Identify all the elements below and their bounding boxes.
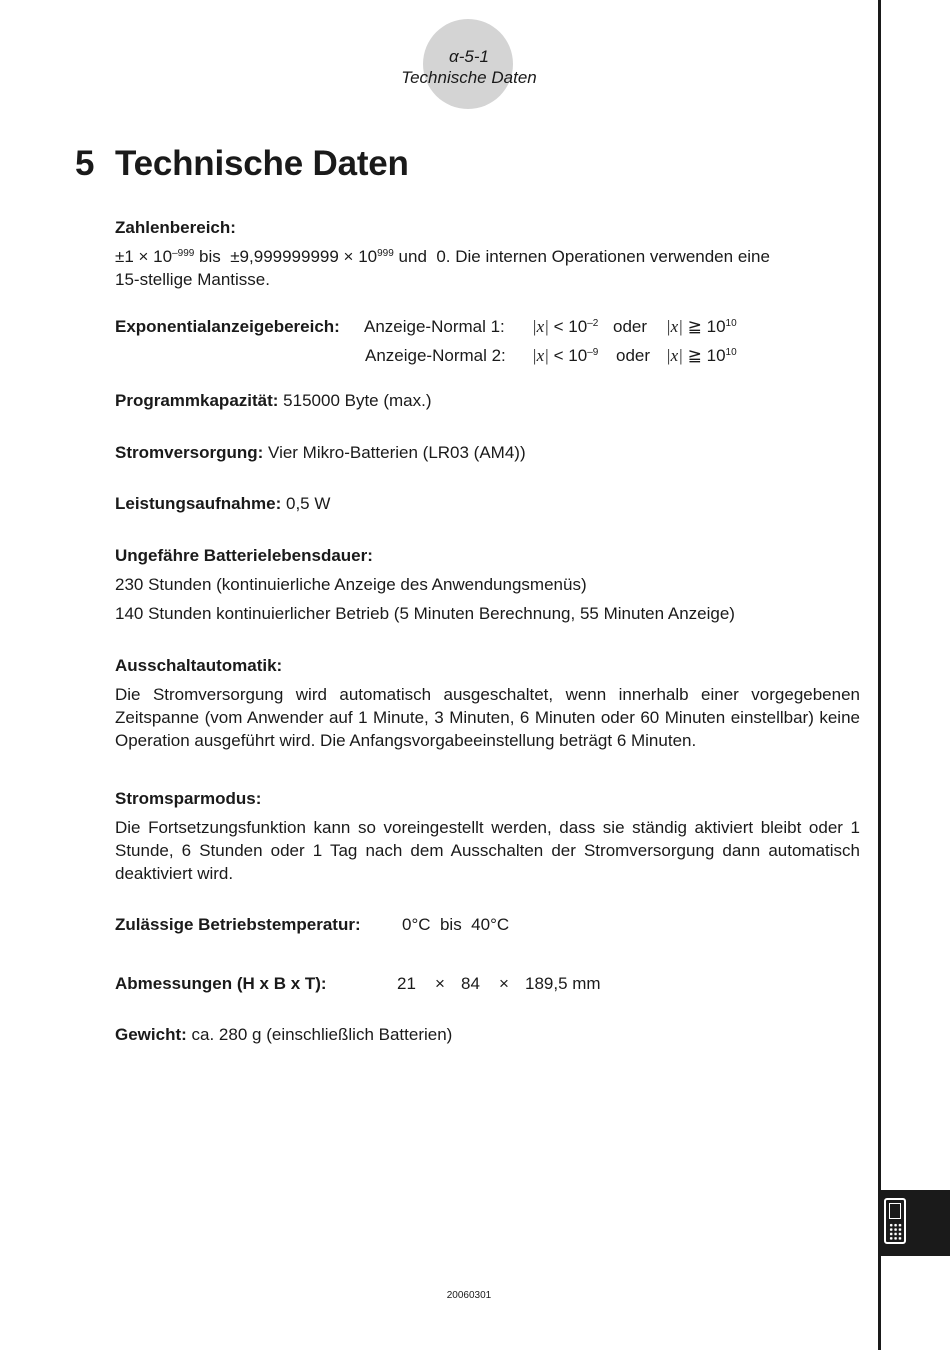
- zahlenbereich-line1-a: ±1 × 10: [115, 247, 173, 266]
- exponential-row2-ge: [666, 345, 737, 367]
- zahlenbereich-line1-b: bis ±9,999999999 × 10: [194, 247, 378, 266]
- programm-value: 515000 Byte (max.): [283, 391, 432, 410]
- zahlenbereich-line1: [115, 246, 770, 268]
- ausschalt-text: Die Stromversorgung wird automatisch ausgeschaltet, wenn innerhalb einer vorgegebenen Zeitspanne (vom Anwender auf 1 Minute, 3 Minuten, 6 Minuten oder 60 Minuten einstellbar) keine Operation ausgeführt wird. Die Anfangsvorgabeeinstellung beträgt 6 Minuten.: [115, 685, 860, 750]
- side-rule: [878, 0, 881, 1350]
- temperatur-label: Zulässige Betriebstemperatur:: [115, 915, 361, 934]
- exponential-row1-lt-exp: –2: [587, 318, 599, 329]
- calculator-screen-icon: [889, 1203, 901, 1219]
- exponential-row2-lt-text: < 10: [553, 346, 588, 365]
- calculator-keys-icon: [889, 1223, 902, 1240]
- strom-line: [115, 442, 526, 464]
- strom-label: Stromversorgung:: [115, 443, 264, 462]
- abmessungen-label: Abmessungen (H x B x T):: [115, 974, 327, 993]
- chapter-title: [75, 144, 409, 184]
- side-tab[interactable]: [878, 1190, 950, 1256]
- chapter-title-text: Technische Daten: [115, 144, 409, 183]
- ausschalt-label: Ausschaltautomatik:: [115, 656, 283, 675]
- batterie-label: Ungefähre Batterielebensdauer:: [115, 546, 373, 565]
- abs-x: |x|: [532, 346, 549, 365]
- abs-x: |x|: [532, 317, 549, 336]
- gewicht-label: Gewicht:: [115, 1025, 187, 1044]
- exponential-row2-lt-exp: –9: [587, 347, 599, 358]
- chapter-number: 5: [75, 144, 95, 183]
- exponential-row1-ge: [666, 316, 737, 338]
- leistung-value: 0,5 W: [285, 494, 331, 513]
- gewicht-value: ca. 280 g (einschließlich Batterien): [191, 1025, 453, 1044]
- exponential-row1-ge-text: ≧ 10: [687, 317, 726, 336]
- stromspar-label: Stromsparmodus:: [115, 789, 262, 808]
- exponential-row2-lt: [532, 345, 598, 367]
- abmessungen-b: 84: [461, 974, 480, 993]
- exponential-row2-mode: Anzeige-Normal 2:: [365, 346, 506, 365]
- exponential-row1-oder: oder: [613, 317, 648, 336]
- abs-x: |x|: [666, 346, 683, 365]
- abmessungen-t: 189,5 mm: [525, 974, 601, 993]
- exponential-row2-oder: oder: [616, 346, 651, 365]
- zahlenbereich-label: Zahlenbereich:: [115, 218, 236, 237]
- exponential-row1-mode: Anzeige-Normal 1:: [364, 317, 505, 336]
- temperatur-value: 0°C bis 40°C: [402, 915, 510, 934]
- leistung-label: Leistungsaufnahme:: [115, 494, 282, 513]
- abmessungen-x1: ×: [435, 974, 445, 993]
- zahlenbereich-line2: 15-stellige Mantisse.: [115, 270, 270, 289]
- footer-date-code: 20060301: [446, 1290, 492, 1301]
- abs-x: |x|: [666, 317, 683, 336]
- exponential-row1-lt-text: < 10: [553, 317, 588, 336]
- exponential-row2-ge-text: ≧ 10: [687, 346, 726, 365]
- header-title: Technische Daten: [401, 68, 537, 87]
- calculator-icon: [884, 1198, 906, 1244]
- header-code: α-5-1: [449, 47, 489, 66]
- abmessungen-x2: ×: [499, 974, 509, 993]
- leistung-line: [115, 493, 330, 515]
- batterie-line2: 140 Stunden kontinuierlicher Betrieb (5 Minuten Berechnung, 55 Minuten Anzeige): [115, 604, 735, 623]
- strom-value: Vier Mikro-Batterien (LR03 (AM4)): [268, 443, 526, 462]
- programm-label: Programmkapazität:: [115, 391, 279, 410]
- programm-line: [115, 390, 432, 412]
- batterie-line1: 230 Stunden (kontinuierliche Anzeige des Anwendungsmenüs): [115, 575, 587, 594]
- abmessungen-h: 21: [397, 974, 416, 993]
- gewicht-line: [115, 1024, 452, 1046]
- zahlenbereich-exp2: 999: [377, 248, 394, 259]
- stromspar-text: Die Fortsetzungsfunktion kann so voreingestellt werden, dass sie ständig aktiviert bleibt oder 1 Stunde, 6 Stunden oder 1 Tag nach dem Ausschalten der Stromversorgung dann automatisch deaktiviert wird.: [115, 818, 860, 883]
- zahlenbereich-exp1: –999: [172, 248, 195, 259]
- exponential-row1-lt: [532, 316, 598, 338]
- exponential-row1-ge-exp: 10: [725, 318, 737, 329]
- zahlenbereich-line1-c: und 0. Die internen Operationen verwenden eine: [393, 247, 770, 266]
- exponential-row2-ge-exp: 10: [725, 347, 737, 358]
- exponential-label: Exponentialanzeigebereich:: [115, 317, 340, 336]
